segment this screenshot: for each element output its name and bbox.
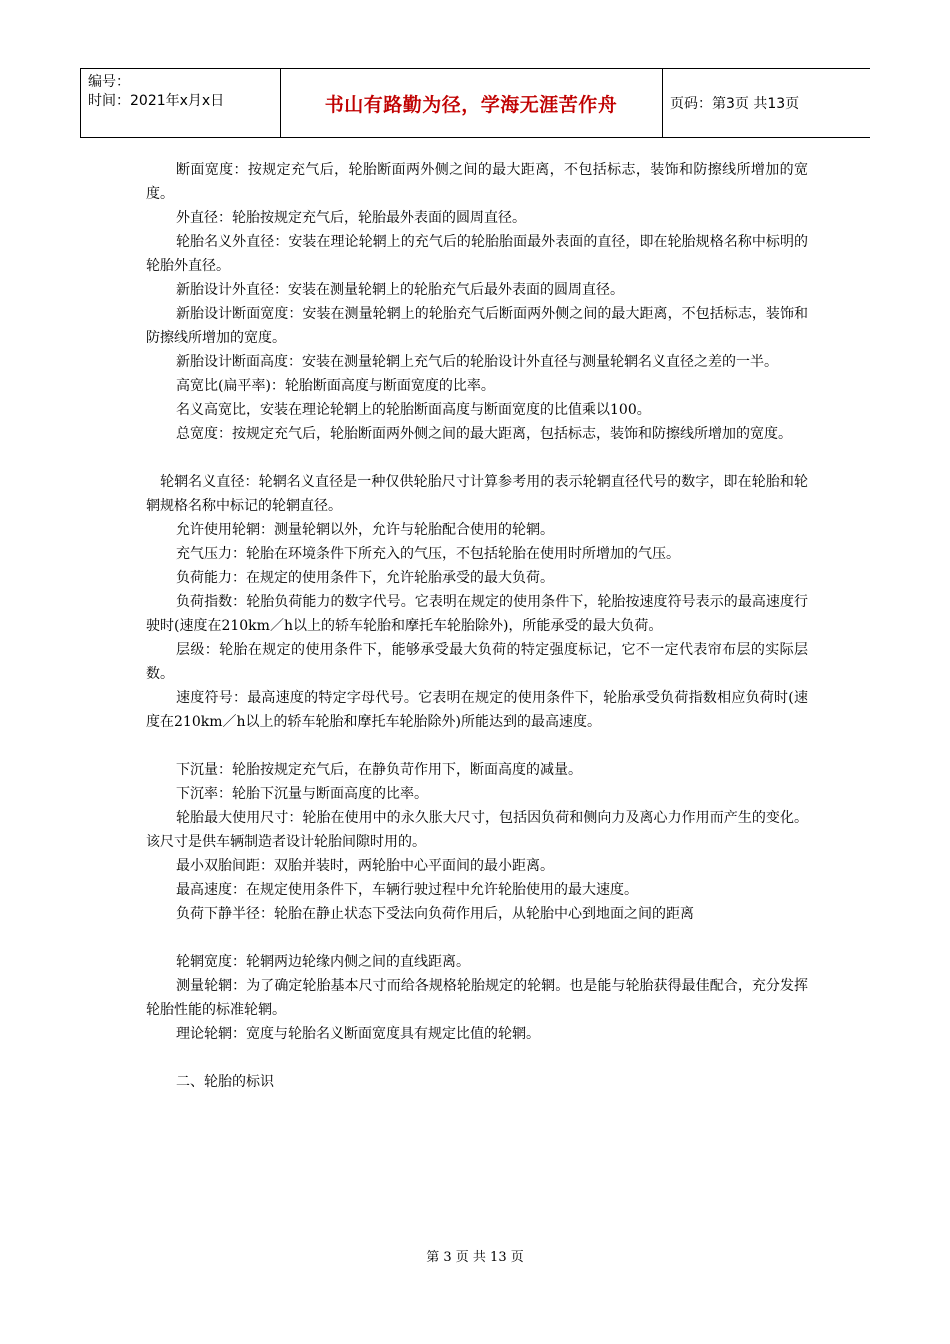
paragraph: 测量轮辋：为了确定轮胎基本尺寸而给各规格轮胎规定的轮辋。也是能与轮胎获得最佳配合，充分发挥轮胎性能的标准轮辋。 [146, 978, 808, 1018]
blank-line [146, 446, 808, 470]
section-heading: 二、轮胎的标识 [176, 1074, 274, 1090]
paragraph: 新胎设计断面宽度：安装在测量轮辋上的轮胎充气后断面两外侧之间的最大距离，不包括标志，装饰和防擦线所增加的宽度。 [146, 306, 808, 346]
paragraph: 轮辋宽度：轮辋两边轮缘内侧之间的直线距离。 [176, 954, 470, 970]
paragraph: 负荷下静半径：轮胎在静止状态下受法向负荷作用后，从轮胎中心到地面之间的距离 [176, 906, 694, 922]
document-number-label: 编号： [88, 74, 130, 90]
paragraph: 下沉量：轮胎按规定充气后，在静负苛作用下，断面高度的减量。 [176, 762, 582, 778]
paragraph: 名义高宽比，安装在理论轮辋上的轮胎断面高度与断面宽度的比值乘以100。 [176, 402, 651, 418]
header-table [80, 68, 870, 138]
blank-line [146, 734, 808, 758]
header-motto: 书山有路勤为径，学海无涯苦作舟 [324, 93, 618, 116]
paragraph: 允许使用轮辋：测量轮辋以外，允许与轮胎配合使用的轮辋。 [176, 522, 554, 538]
header-page-info: 页码：第3页 共13页 [670, 96, 800, 112]
header-border-left [80, 69, 81, 137]
paragraph: 负荷能力：在规定的使用条件下，允许轮胎承受的最大负荷。 [176, 570, 554, 586]
paragraph: 下沉率：轮胎下沉量与断面高度的比率。 [176, 786, 428, 802]
paragraph: 外直径：轮胎按规定充气后，轮胎最外表面的圆周直径。 [176, 210, 526, 226]
paragraph: 新胎设计断面高度：安装在测量轮辋上充气后的轮胎设计外直径与测量轮辋名义直径之差的一半。 [176, 354, 778, 370]
paragraph: 最小双胎间距：双胎并装时，两轮胎中心平面间的最小距离。 [176, 858, 554, 874]
page-footer: 第 3 页 共 13 页 [426, 1250, 524, 1265]
header-divider-2 [662, 69, 663, 137]
paragraph: 理论轮辋：宽度与轮胎名义断面宽度具有规定比值的轮辋。 [176, 1026, 540, 1042]
paragraph: 轮胎最大使用尺寸：轮胎在使用中的永久胀大尺寸，包括因负荷和侧向力及离心力作用而产生的变化。该尺寸是供车辆制造者设计轮胎间隙时用的。 [146, 810, 808, 850]
paragraph: 新胎设计外直径：安装在测量轮辋上的轮胎充气后最外表面的圆周直径。 [176, 282, 624, 298]
paragraph: 总宽度：按规定充气后，轮胎断面两外侧之间的最大距离，包括标志，装饰和防擦线所增加的宽度。 [176, 426, 792, 442]
paragraph: 轮胎名义外直径：安装在理论轮辋上的充气后的轮胎胎面最外表面的直径，即在轮胎规格名称中标明的轮胎外直径。 [146, 234, 808, 274]
paragraph: 轮辋名义直径：轮辋名义直径是一种仅供轮胎尺寸计算参考用的表示轮辋直径代号的数字，即在轮胎和轮辋规格名称中标记的轮辋直径。 [146, 474, 808, 514]
blank-line [146, 1046, 808, 1070]
paragraph: 高宽比(扁平率)：轮胎断面高度与断面宽度的比率。 [176, 378, 495, 394]
paragraph: 充气压力：轮胎在环境条件下所充入的气压，不包括轮胎在使用时所增加的气压。 [176, 546, 680, 562]
paragraph: 层级：轮胎在规定的使用条件下，能够承受最大负荷的特定强度标记，它不一定代表帘布层的实际层数。 [146, 642, 808, 682]
header-meta [88, 73, 278, 111]
document-body [146, 158, 808, 1094]
blank-line [146, 926, 808, 950]
document-date: 时间：2021年x月x日 [88, 93, 225, 109]
paragraph: 速度符号：最高速度的特定字母代号。它表明在规定的使用条件下，轮胎承受负荷指数相应负荷时(速度在210km／h以上的轿车轮胎和摩托车轮胎除外)所能达到的最高速度。 [146, 690, 808, 730]
paragraph: 负荷指数：轮胎负荷能力的数字代号。它表明在规定的使用条件下，轮胎按速度符号表示的最高速度行驶时(速度在210km／h以上的轿车轮胎和摩托车轮胎除外)，所能承受的最大负荷。 [146, 594, 808, 634]
paragraph: 断面宽度：按规定充气后，轮胎断面两外侧之间的最大距离，不包括标志，装饰和防擦线所增加的宽度。 [146, 162, 808, 202]
paragraph: 最高速度：在规定使用条件下，车辆行驶过程中允许轮胎使用的最大速度。 [176, 882, 638, 898]
